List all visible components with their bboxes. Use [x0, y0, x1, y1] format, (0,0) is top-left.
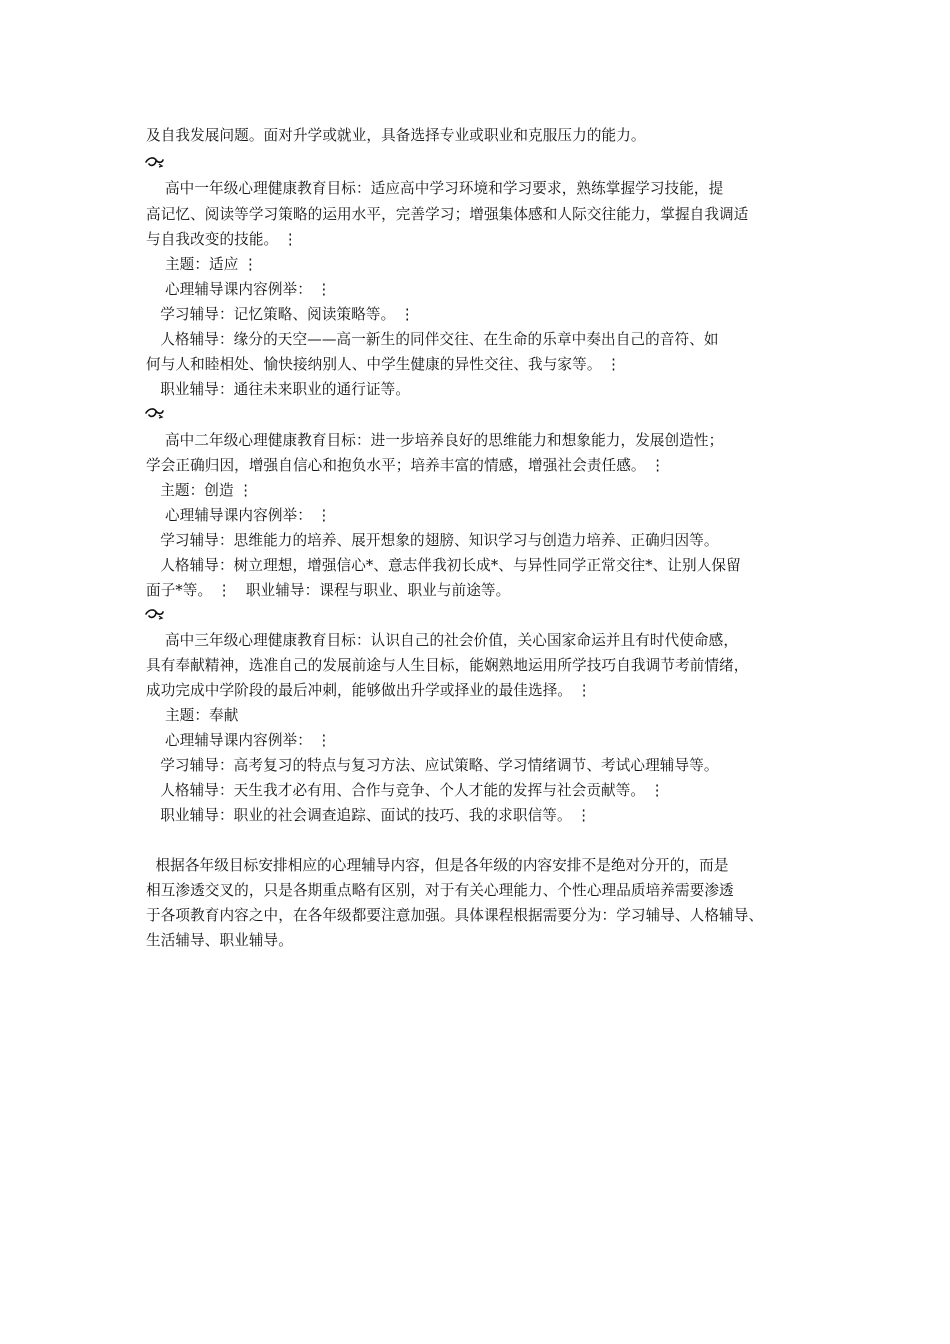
conclusion-line-4: 生活辅导、职业辅导。: [146, 932, 293, 949]
grade1-course-label: 心理辅导课内容例举： ⋮: [146, 281, 332, 298]
conclusion-line-1: 根据各年级目标安排相应的心理辅导内容，但是各年级的内容安排不是绝对分开的，而是: [146, 857, 729, 874]
grade2-study: 学习辅导：思维能力的培养、展开想象的翅膀、知识学习与创造力培养、正确归因等。: [146, 532, 719, 549]
grade1-personality-line-2: 何与人和睦相处、愉快接纳别人、中学生健康的异性交往、我与家等。 ⋮: [146, 356, 621, 373]
grade3-theme: 主题：奉献: [146, 707, 239, 724]
grade1-study: 学习辅导：记忆策略、阅读策略等。 ⋮: [146, 306, 415, 323]
grade1-goal-line-1: 高中一年级心理健康教育目标：适应高中学习环境和学习要求，熟练掌握学习技能，提: [146, 180, 724, 197]
grade3-personality: 人格辅导：天生我才必有用、合作与竞争、个人才能的发挥与社会贡献等。 ⋮: [146, 782, 665, 799]
intro-tail-line: 及自我发展问题。面对升学或就业，具备选择专业或职业和克服压力的能力。: [146, 127, 646, 144]
section-break-icon: [145, 156, 165, 168]
grade3-career: 职业辅导：职业的社会调查追踪、面试的技巧、我的求职信等。 ⋮: [146, 807, 592, 824]
grade2-course-label: 心理辅导课内容例举： ⋮: [146, 507, 332, 524]
conclusion-line-2: 相互渗透交叉的，只是各期重点略有区别，对于有关心理能力、个性心理品质培养需要渗透: [146, 882, 734, 899]
grade3-goal-line-2: 具有奉献精神，选准自己的发展前途与人生目标，能娴熟地运用所学技巧自我调节考前情绪，: [146, 657, 749, 674]
grade1-career: 职业辅导：通往未来职业的通行证等。: [146, 381, 411, 398]
grade2-personality-line-2: 面子*等。 ⋮ 职业辅导：课程与职业、职业与前途等。: [146, 582, 511, 599]
conclusion-line-3: 于各项教育内容之中，在各年级都要注意加强。具体课程根据需要分为：学习辅导、人格辅导、: [146, 907, 764, 924]
grade2-goal-line-1: 高中二年级心理健康教育目标：进一步培养良好的思维能力和想象能力，发展创造性；: [146, 432, 724, 449]
grade3-goal-line-1: 高中三年级心理健康教育目标：认识自己的社会价值，关心国家命运并且有时代使命感，: [146, 632, 739, 649]
grade1-goal-line-2: 高记忆、阅读等学习策略的运用水平，完善学习；增强集体感和人际交往能力，掌握自我调适: [146, 206, 749, 223]
grade2-theme: 主题：创造 ⋮: [146, 482, 254, 499]
grade1-theme: 主题：适应 ⋮: [146, 256, 258, 273]
section-break-icon: [145, 608, 165, 620]
grade3-course-label: 心理辅导课内容例举： ⋮: [146, 732, 332, 749]
grade2-personality-line-1: 人格辅导：树立理想，增强信心*、意志伴我初长成*、与异性同学正常交往*、让别人保留: [146, 557, 741, 574]
section-break-icon: [145, 407, 165, 419]
grade1-goal-line-3: 与自我改变的技能。 ⋮: [146, 231, 298, 248]
grade1-personality-line-1: 人格辅导：缘分的天空——高一新生的同伴交往、在生命的乐章中奏出自己的音符、如: [146, 331, 719, 348]
grade3-study: 学习辅导：高考复习的特点与复习方法、应试策略、学习情绪调节、考试心理辅导等。: [146, 757, 719, 774]
grade2-goal-line-2: 学会正确归因，增强自信心和抱负水平；培养丰富的情感，增强社会责任感。 ⋮: [146, 457, 666, 474]
grade3-goal-line-3: 成功完成中学阶段的最后冲刺，能够做出升学或择业的最佳选择。 ⋮: [146, 682, 592, 699]
